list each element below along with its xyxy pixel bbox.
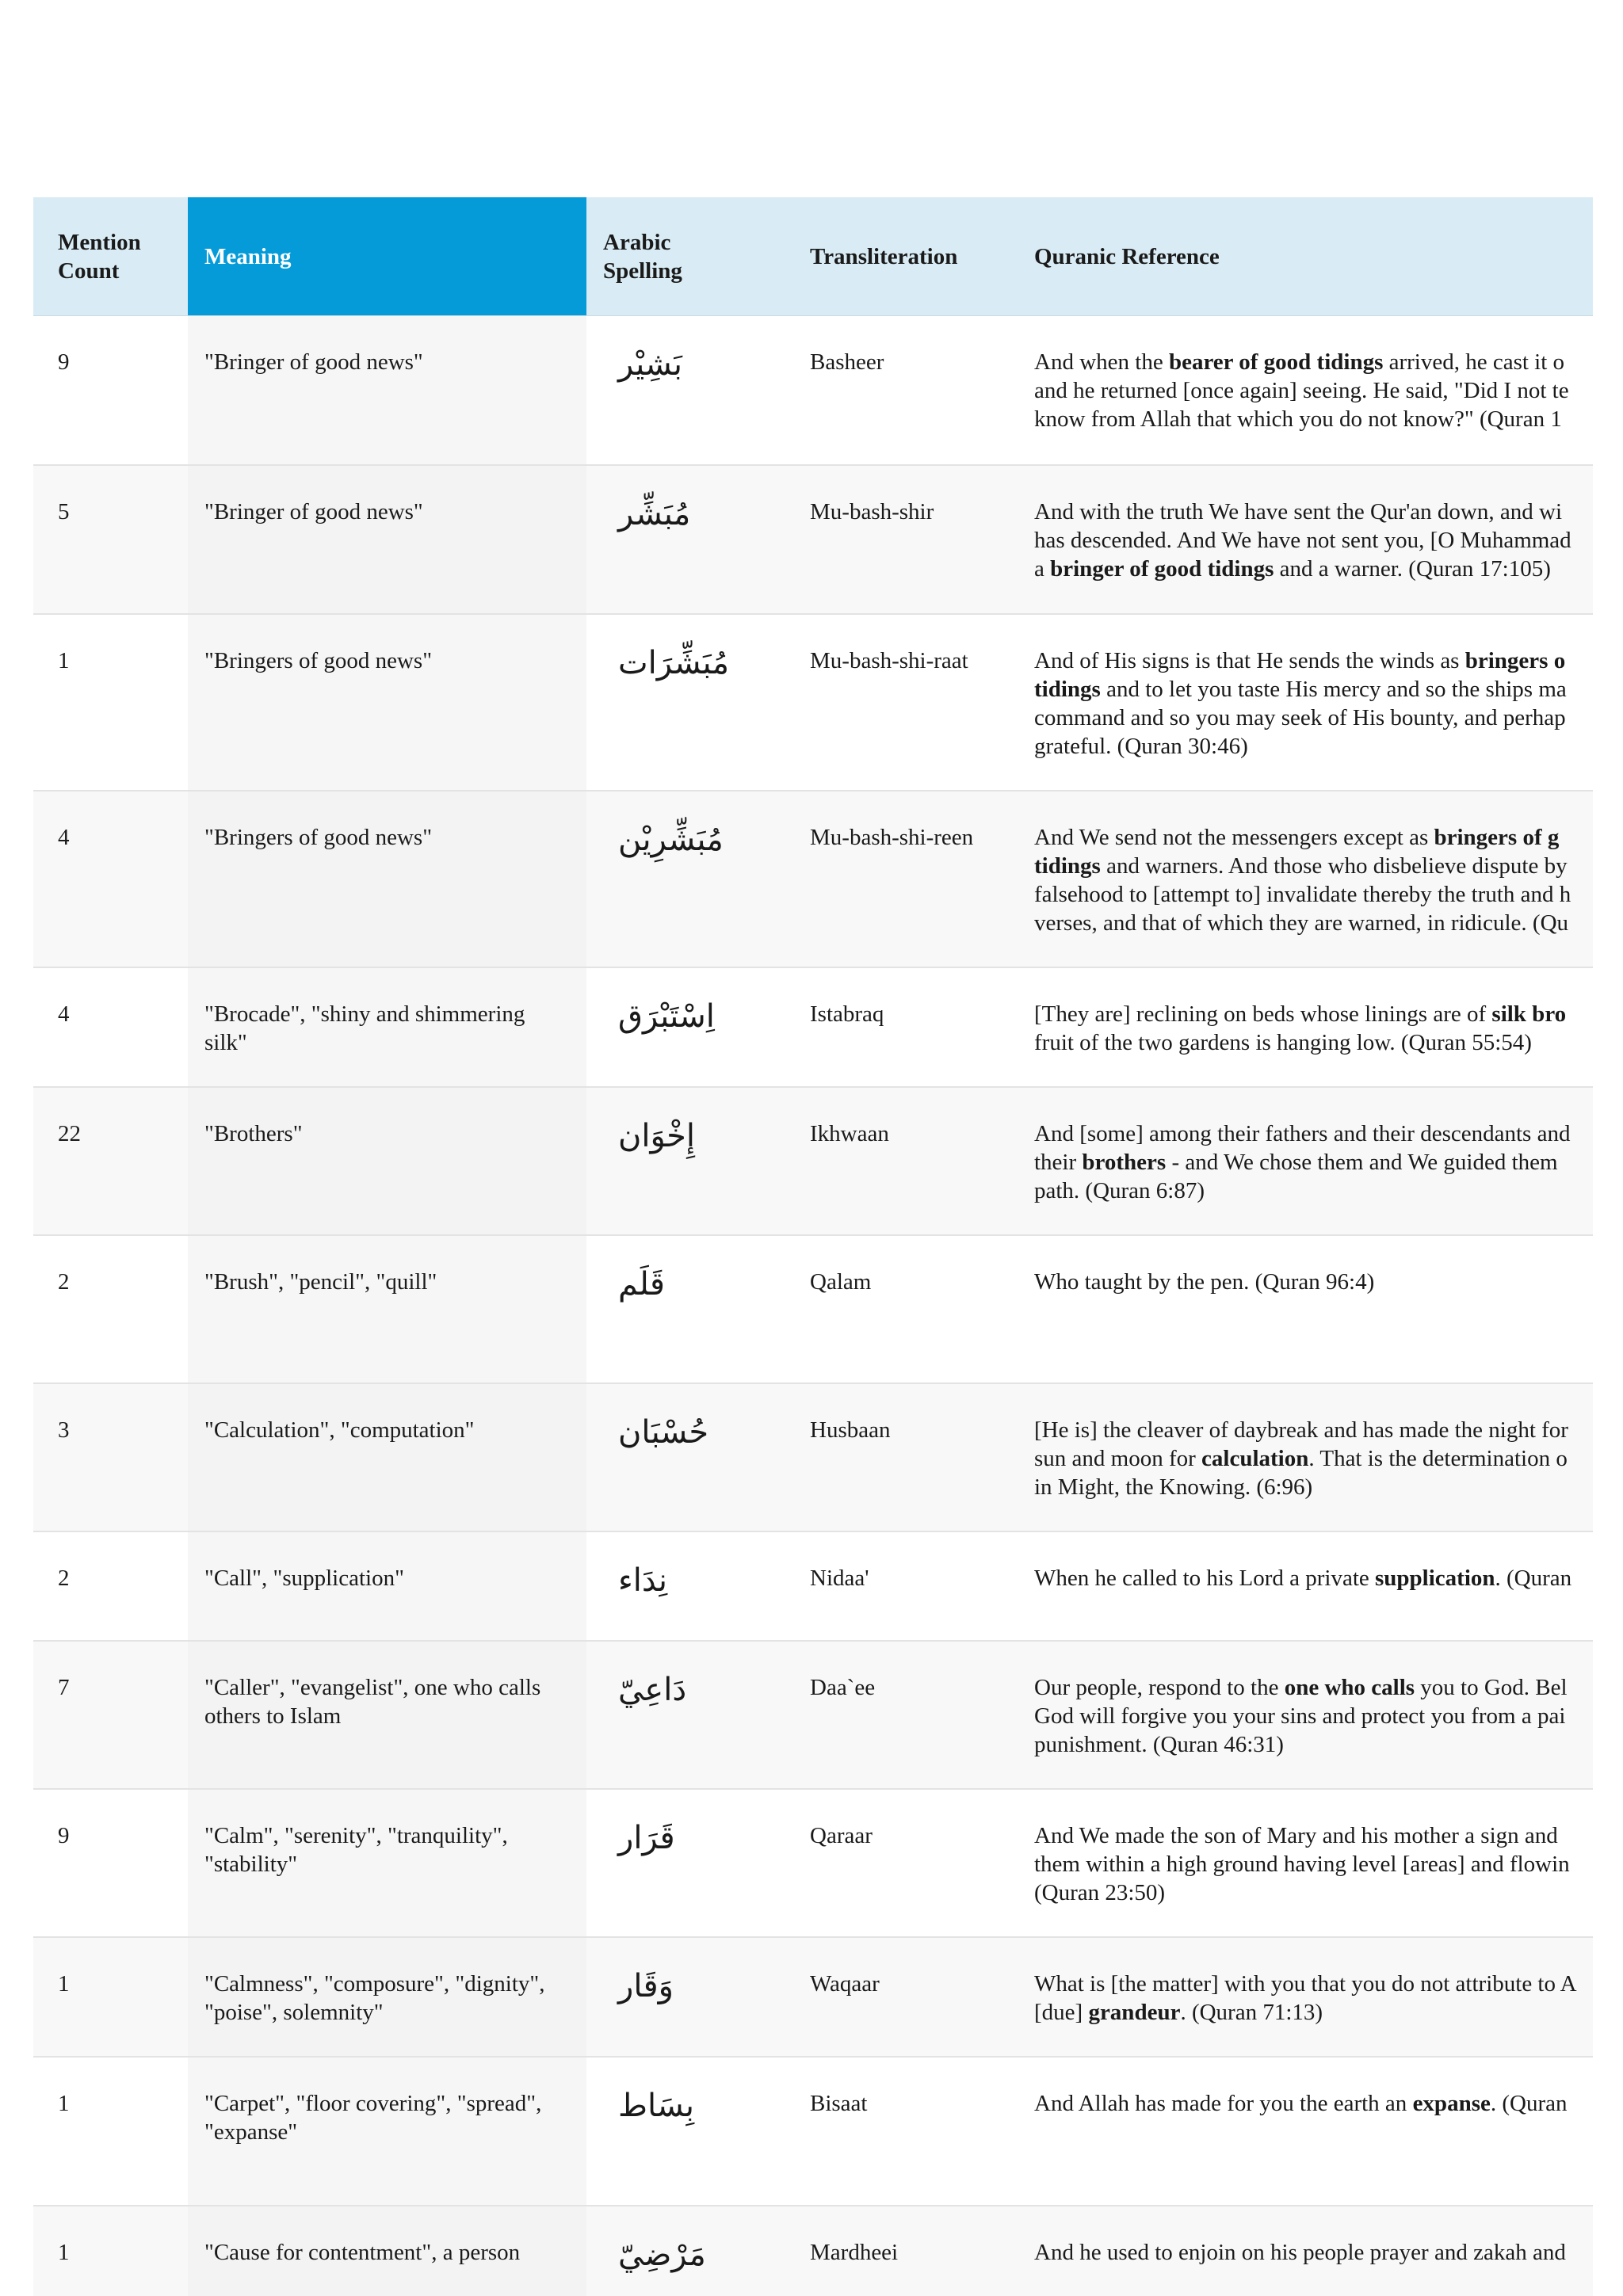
reference-highlight: tidings bbox=[1034, 676, 1101, 702]
reference-line: command and so you may seek of His bounty, and perhap bbox=[1034, 704, 1566, 730]
meaning-cell bbox=[188, 2057, 586, 2206]
meaning-cell: "Bringer of good news" bbox=[188, 316, 586, 465]
reference-line: has descended. And We have not sent you, [O Muhammad bbox=[1034, 527, 1571, 553]
reference-highlight: brothers bbox=[1082, 1149, 1167, 1175]
reference-line bbox=[1034, 1998, 1593, 2027]
arabic-spelling-cell: إِخْوَان bbox=[586, 1087, 794, 1235]
meaning-cell bbox=[188, 967, 586, 1087]
meaning-line: silk" bbox=[204, 1029, 247, 1055]
reference-highlight: silk bro bbox=[1491, 1001, 1567, 1027]
table-row bbox=[33, 316, 1593, 465]
meaning-cell: "Bringers of good news" bbox=[188, 614, 586, 791]
header-label: Count bbox=[58, 257, 120, 284]
quranic-reference-cell bbox=[1012, 1235, 1593, 1383]
reference-text: And We send not the messengers except as bbox=[1034, 824, 1434, 850]
reference-text: When he called to his Lord a private bbox=[1034, 1565, 1376, 1591]
table-row bbox=[33, 1383, 1593, 1531]
reference-text: . (Quran 71:13) bbox=[1180, 1999, 1323, 2025]
header-quranic-reference[interactable] bbox=[1012, 197, 1593, 316]
header-meaning[interactable] bbox=[188, 197, 586, 316]
header-arabic-spelling[interactable] bbox=[586, 197, 794, 316]
meaning-line: "stability" bbox=[204, 1851, 298, 1877]
vocabulary-table bbox=[33, 197, 1593, 2296]
quranic-reference-cell bbox=[1012, 614, 1593, 791]
quranic-reference-cell bbox=[1012, 1531, 1593, 1641]
reference-text: and a warner. (Quran 17:105) bbox=[1274, 555, 1551, 582]
mention-count-cell: 2 bbox=[33, 1235, 188, 1383]
transliteration-cell: Mu-bash-shi-raat bbox=[794, 614, 1012, 791]
arabic-spelling-cell: مَرْضِيّ bbox=[586, 2206, 794, 2296]
arabic-spelling-cell: بَشِيْر bbox=[586, 316, 794, 465]
transliteration-cell: Nidaa' bbox=[794, 1531, 1012, 1641]
transliteration-cell: Mu-bash-shi-reen bbox=[794, 791, 1012, 967]
quranic-reference-cell bbox=[1012, 1789, 1593, 1937]
reference-line: and he returned [once again] seeing. He said, "Did I not te bbox=[1034, 378, 1569, 403]
table-row bbox=[33, 791, 1593, 967]
meaning-line: "Brocade", "shiny and shimmering bbox=[204, 1001, 525, 1027]
reference-line: path. (Quran 6:87) bbox=[1034, 1177, 1205, 1203]
transliteration-cell: Husbaan bbox=[794, 1383, 1012, 1531]
reference-line bbox=[1034, 646, 1593, 675]
reference-line: fruit of the two gardens is hanging low. (Quran 55:54) bbox=[1034, 1029, 1532, 1055]
reference-line bbox=[1034, 1673, 1593, 1702]
reference-highlight: expanse bbox=[1412, 2090, 1491, 2116]
meaning-cell bbox=[188, 1789, 586, 1937]
mention-count-cell: 1 bbox=[33, 1937, 188, 2057]
reference-line: them within a high ground having level [areas] and flowin bbox=[1034, 1851, 1570, 1877]
reference-highlight: grandeur bbox=[1088, 1999, 1181, 2025]
table-row bbox=[33, 1789, 1593, 1937]
table-row bbox=[33, 2206, 1593, 2296]
reference-text: and warners. And those who disbelieve dispute by bbox=[1100, 852, 1568, 879]
meaning-line: "Calmness", "composure", "dignity", bbox=[204, 1970, 545, 1997]
transliteration-cell: Daa`ee bbox=[794, 1641, 1012, 1789]
header-label: Quranic Reference bbox=[1034, 243, 1220, 269]
meaning-line: "Caller", "evangelist", one who calls bbox=[204, 1674, 541, 1700]
reference-text: And when the bbox=[1034, 349, 1169, 375]
transliteration-cell: Bisaat bbox=[794, 2057, 1012, 2206]
reference-line bbox=[1034, 348, 1593, 376]
table-header-row bbox=[33, 197, 1593, 316]
reference-highlight: one who calls bbox=[1284, 1674, 1415, 1700]
quranic-reference-cell bbox=[1012, 791, 1593, 967]
arabic-spelling-cell: مُبَشِّرَات bbox=[586, 614, 794, 791]
meaning-cell: "Bringer of good news" bbox=[188, 465, 586, 614]
reference-text: And of His signs is that He sends the winds as bbox=[1034, 647, 1465, 673]
mention-count-cell: 4 bbox=[33, 967, 188, 1087]
reference-text: . (Quran bbox=[1495, 1565, 1572, 1591]
reference-highlight: bringers of g bbox=[1434, 824, 1560, 850]
arabic-spelling-cell: اِسْتَبْرَق bbox=[586, 967, 794, 1087]
meaning-cell bbox=[188, 2206, 586, 2296]
reference-text: sun and moon for bbox=[1034, 1445, 1202, 1471]
meaning-line: "Calm", "serenity", "tranquility", bbox=[204, 1822, 508, 1848]
reference-text: . That is the determination o bbox=[1308, 1445, 1568, 1471]
reference-text: And Allah has made for you the earth an bbox=[1034, 2090, 1413, 2116]
reference-line bbox=[1034, 852, 1593, 880]
meaning-cell: "Call", "supplication" bbox=[188, 1531, 586, 1641]
quranic-reference-cell bbox=[1012, 1087, 1593, 1235]
header-label: Mention bbox=[58, 229, 141, 255]
reference-text: . (Quran bbox=[1490, 2090, 1568, 2116]
transliteration-cell: Mardheei bbox=[794, 2206, 1012, 2296]
quranic-reference-cell bbox=[1012, 1937, 1593, 2057]
quranic-reference-cell bbox=[1012, 316, 1593, 465]
arabic-spelling-cell: قَرَار bbox=[586, 1789, 794, 1937]
transliteration-cell: Basheer bbox=[794, 316, 1012, 465]
reference-line: [He is] the cleaver of daybreak and has made the night for bbox=[1034, 1417, 1568, 1443]
table-row bbox=[33, 1235, 1593, 1383]
reference-line: in Might, the Knowing. (6:96) bbox=[1034, 1474, 1313, 1500]
meaning-cell bbox=[188, 1937, 586, 2057]
meaning-line: "expanse" bbox=[204, 2119, 298, 2145]
mention-count-cell: 2 bbox=[33, 1531, 188, 1641]
reference-line bbox=[1034, 1564, 1593, 1592]
table-row bbox=[33, 1087, 1593, 1235]
mention-count-cell: 1 bbox=[33, 2057, 188, 2206]
reference-highlight: bearer of good tidings bbox=[1168, 349, 1384, 375]
reference-line: God will forgive you your sins and protect you from a pai bbox=[1034, 1703, 1566, 1729]
reference-line: falsehood to [attempt to] invalidate thereby the truth and h bbox=[1034, 881, 1571, 907]
reference-line: And We made the son of Mary and his mother a sign and bbox=[1034, 1822, 1558, 1848]
reference-line bbox=[1034, 823, 1593, 852]
reference-highlight: supplication bbox=[1375, 1565, 1495, 1591]
reference-text: arrived, he cast it o bbox=[1383, 349, 1565, 375]
table-row bbox=[33, 1641, 1593, 1789]
mention-count-cell: 9 bbox=[33, 1789, 188, 1937]
mention-count-cell: 22 bbox=[33, 1087, 188, 1235]
mention-count-cell: 1 bbox=[33, 614, 188, 791]
transliteration-cell: Qalam bbox=[794, 1235, 1012, 1383]
reference-line: And with the truth We have sent the Qur'an down, and wi bbox=[1034, 498, 1562, 524]
reference-text: - and We chose them and We guided them bbox=[1166, 1149, 1558, 1175]
meaning-line: "Carpet", "floor covering", "spread", bbox=[204, 2090, 542, 2116]
reference-text: [due] bbox=[1034, 1999, 1089, 2025]
reference-line: punishment. (Quran 46:31) bbox=[1034, 1731, 1284, 1757]
mention-count-cell: 4 bbox=[33, 791, 188, 967]
transliteration-cell: Qaraar bbox=[794, 1789, 1012, 1937]
mention-count-cell: 5 bbox=[33, 465, 188, 614]
meaning-cell: "Brush", "pencil", "quill" bbox=[188, 1235, 586, 1383]
reference-line: And he used to enjoin on his people prayer and zakah and bbox=[1034, 2239, 1566, 2265]
reference-line: What is [the matter] with you that you do not attribute to A bbox=[1034, 1970, 1577, 1997]
transliteration-cell: Mu-bash-shir bbox=[794, 465, 1012, 614]
quranic-reference-cell bbox=[1012, 1383, 1593, 1531]
reference-line: grateful. (Quran 30:46) bbox=[1034, 733, 1248, 759]
quranic-reference-cell bbox=[1012, 1641, 1593, 1789]
header-label: Spelling bbox=[603, 257, 682, 284]
reference-text: [They are] reclining on beds whose linings are of bbox=[1034, 1001, 1492, 1027]
mention-count-cell: 1 bbox=[33, 2206, 188, 2296]
transliteration-cell: Istabraq bbox=[794, 967, 1012, 1087]
arabic-spelling-cell: حُسْبَان bbox=[586, 1383, 794, 1531]
arabic-spelling-cell: مُبَشِّرِيْن bbox=[586, 791, 794, 967]
header-mention-count[interactable] bbox=[33, 197, 188, 316]
reference-text: Our people, respond to the bbox=[1034, 1674, 1285, 1700]
reference-line: know from Allah that which you do not know?" (Quran 1 bbox=[1034, 406, 1562, 432]
reference-highlight: calculation bbox=[1201, 1445, 1309, 1471]
reference-line bbox=[1034, 1444, 1593, 1473]
meaning-cell bbox=[188, 1641, 586, 1789]
quranic-reference-cell bbox=[1012, 2206, 1593, 2296]
quranic-reference-cell bbox=[1012, 2057, 1593, 2206]
meaning-line: "poise", solemnity" bbox=[204, 1999, 384, 2025]
table-row bbox=[33, 465, 1593, 614]
transliteration-cell: Ikhwaan bbox=[794, 1087, 1012, 1235]
header-label: Meaning bbox=[204, 243, 292, 269]
reference-highlight: tidings bbox=[1034, 852, 1101, 879]
reference-highlight: bringers o bbox=[1465, 647, 1566, 673]
header-label: Arabic bbox=[603, 229, 671, 255]
mention-count-cell: 9 bbox=[33, 316, 188, 465]
header-transliteration[interactable] bbox=[794, 197, 1012, 316]
reference-text: and to let you taste His mercy and so the ships ma bbox=[1100, 676, 1567, 702]
reference-text: a bbox=[1034, 555, 1051, 582]
reference-line: And [some] among their fathers and their descendants and bbox=[1034, 1120, 1571, 1146]
meaning-line: "Cause for contentment", a person bbox=[204, 2239, 521, 2265]
reference-line: Who taught by the pen. (Quran 96:4) bbox=[1034, 1268, 1375, 1295]
arabic-spelling-cell: بِسَاط bbox=[586, 2057, 794, 2206]
reference-line: verses, and that of which they are warned, in ridicule. (Qu bbox=[1034, 910, 1569, 936]
meaning-line: others to Islam bbox=[204, 1703, 342, 1729]
arabic-spelling-cell: مُبَشِّر bbox=[586, 465, 794, 614]
arabic-spelling-cell: قَلَم bbox=[586, 1235, 794, 1383]
reference-line bbox=[1034, 555, 1593, 583]
reference-line bbox=[1034, 1148, 1593, 1177]
reference-text: you to God. Bel bbox=[1415, 1674, 1568, 1700]
vocabulary-table-container bbox=[33, 197, 1593, 2296]
mention-count-cell: 7 bbox=[33, 1641, 188, 1789]
transliteration-cell: Waqaar bbox=[794, 1937, 1012, 2057]
meaning-cell: "Brothers" bbox=[188, 1087, 586, 1235]
reference-line: (Quran 23:50) bbox=[1034, 1879, 1166, 1905]
table-row bbox=[33, 614, 1593, 791]
quranic-reference-cell bbox=[1012, 967, 1593, 1087]
arabic-spelling-cell: نِدَاء bbox=[586, 1531, 794, 1641]
header-label: Transliteration bbox=[810, 243, 958, 269]
reference-line bbox=[1034, 2089, 1593, 2118]
reference-line bbox=[1034, 1000, 1593, 1028]
reference-text: their bbox=[1034, 1149, 1083, 1175]
table-row bbox=[33, 2057, 1593, 2206]
table-row bbox=[33, 1937, 1593, 2057]
table-row bbox=[33, 1531, 1593, 1641]
mention-count-cell: 3 bbox=[33, 1383, 188, 1531]
table-row bbox=[33, 967, 1593, 1087]
reference-line bbox=[1034, 675, 1593, 704]
arabic-spelling-cell: دَاعِيّ bbox=[586, 1641, 794, 1789]
arabic-spelling-cell: وَقَار bbox=[586, 1937, 794, 2057]
quranic-reference-cell bbox=[1012, 465, 1593, 614]
meaning-cell: "Bringers of good news" bbox=[188, 791, 586, 967]
reference-highlight: bringer of good tidings bbox=[1050, 555, 1274, 582]
meaning-cell: "Calculation", "computation" bbox=[188, 1383, 586, 1531]
